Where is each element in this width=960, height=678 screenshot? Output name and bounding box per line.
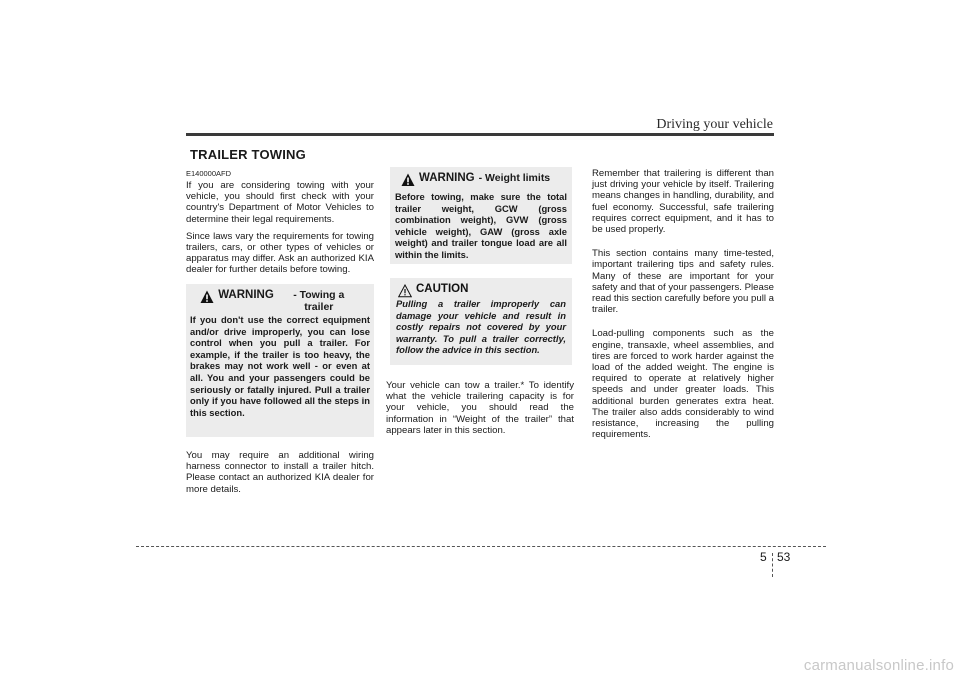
warning-box-weight [390,167,572,264]
paragraph: Since laws vary the requirements for towing trailers, cars, or other types of vehicles or apparatus may differ. Ask an authorized KIA dealer for further details before towing. [186,230,374,276]
caution-label: CAUTION [416,283,469,295]
warning-subtitle: - Weight limits [478,172,551,184]
warning-box-towing [186,284,374,437]
warning-header [395,167,567,191]
footer-rule [136,546,826,547]
column1-intro [186,180,374,282]
watermark: carmanualsonline.info [803,657,954,674]
footer-divider [772,553,773,577]
paragraph: This section contains many time-tested, important trailering tips and safety rules. Many of these are important for your safety and that of your passengers. Please read this section carefully before you pull a trailer. [592,248,774,316]
warning-triangle-icon [401,173,415,187]
warning-label: WARNING [419,172,475,184]
section-code: E140000AFD [186,169,232,178]
warning-triangle-icon [200,290,214,304]
section-title: TRAILER TOWING [190,147,306,162]
paragraph: Load-pulling components such as the engine, transaxle, wheel assemblies, and tires are forced to work harder against the load of the added weight. The engine is required to operate at relatively higher speeds and under greater loads. This additional burden generates extra heat. The trailer also adds considerably to wind resistance, increasing the pulling requirements. [592,328,774,441]
paragraph: You may require an additional wiring harness connector to install a trailer hitch. Please contact an authorized KIA dealer for more details. [186,450,374,495]
column3-text [592,168,774,453]
caution-triangle-icon [398,284,412,298]
warning-subtitle: - Towing a trailer [293,289,345,313]
page-number: 53 [777,550,791,564]
header-rule [186,133,774,136]
page-header-title: Driving your vehicle [656,117,773,132]
warning-body: Before towing, make sure the total trailer weight, GCW (gross combination weight), GVW (gross vehicle weight), GAW (gross axle weight) and trailer tongue load are all within the limits. [395,191,567,260]
column2-capacity [386,380,574,442]
paragraph: Remember that trailering is different than just driving your vehicle by itself. Trailering means changes in handling, durability, and fuel economy. Successful, safe trailering requires correct equipment, and it has to be used properly. [592,168,774,236]
paragraph: Your vehicle can tow a trailer.* To identify what the vehicle trailering capacity is for your vehicle, you should read the information in “Weight of the trailer” that appears later in this section. [386,380,574,436]
warning-body: If you don't use the correct equipment and/or drive improperly, you can lose control when you pull a trailer. For example, if the trailer is too heavy, the brakes may not work well - or even at all. You and your passengers could be seriously or fatally injured. Pull a trailer only if you have followed all the steps in this section. [190,314,370,418]
warning-label: WARNING [218,289,274,301]
caution-box [390,278,572,365]
column1-wiring [186,450,374,501]
paragraph: If you are considering towing with your vehicle, you should first check with your country's Department of Motor Vehicles to determine their legal requirements. [186,180,374,225]
caution-body: Pulling a trailer improperly can damage your vehicle and result in costly repairs not covered by your warranty. To pull a trailer correctly, follow the advice in this section. [396,298,566,356]
warning-header [190,284,370,314]
chapter-number: 5 [760,550,767,564]
caution-header [396,278,566,298]
